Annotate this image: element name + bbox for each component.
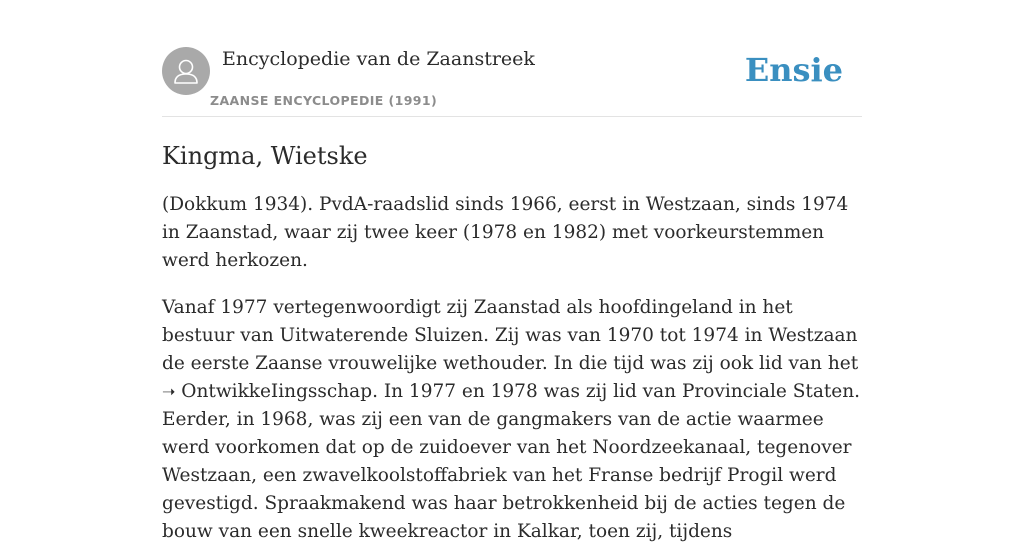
entry-paragraph-2: [162, 294, 862, 546]
cross-reference-link[interactable]: OntwikkeIingsschap: [181, 381, 373, 402]
source-avatar[interactable]: [162, 47, 210, 95]
user-icon: [162, 47, 210, 95]
entry-paragraph-1: (Dokkum 1934). PvdA-raadslid sinds 1966, eerst in Westzaan, sinds 1974 in Zaanstad, waar zij twee keer (1978 en 1982) met voorkeurstemmen werd herkozen.: [162, 194, 849, 271]
source-header: [162, 0, 862, 117]
page-content: [162, 0, 862, 542]
paragraph-2-text-start: Vanaf 1977 vertegenwoordigt zij Zaanstad als hoofdingeland in het bestuur van Uitwaterende Sluizen. Zij was van 1970 tot 1974 in Westzaan de eerste Zaanse vrouwelijke wethouder. In die tijd was zij ook lid van het: [162, 297, 859, 374]
source-name-link[interactable]: Encyclopedie van de Zaanstreek: [222, 48, 535, 70]
entry-title: Kingma, Wietske: [162, 142, 368, 170]
paragraph-2-text-end: . In 1977 en 1978 was zij lid van Provinciale Staten. Eerder, in 1968, was zij een van de gangmakers van de actie waarmee werd voorkomen dat op de zuidoever van het Noordzeekanaal, tegenover Westzaan, een zwavelkoolstoffabriek van het Franse bedrijf Progil werd gevestigd. Spraakmakend was haar betrokkenheid bij de acties tegen de bouw van een snelle kweekreactor in Kalkar, toen zij, tijdens: [162, 381, 861, 542]
cross-reference-arrow-icon: ➝: [162, 382, 176, 401]
source-subtitle: ZAANSE ENCYCLOPEDIE (1991): [210, 93, 438, 108]
ensie-logo[interactable]: Ensie: [744, 51, 843, 89]
